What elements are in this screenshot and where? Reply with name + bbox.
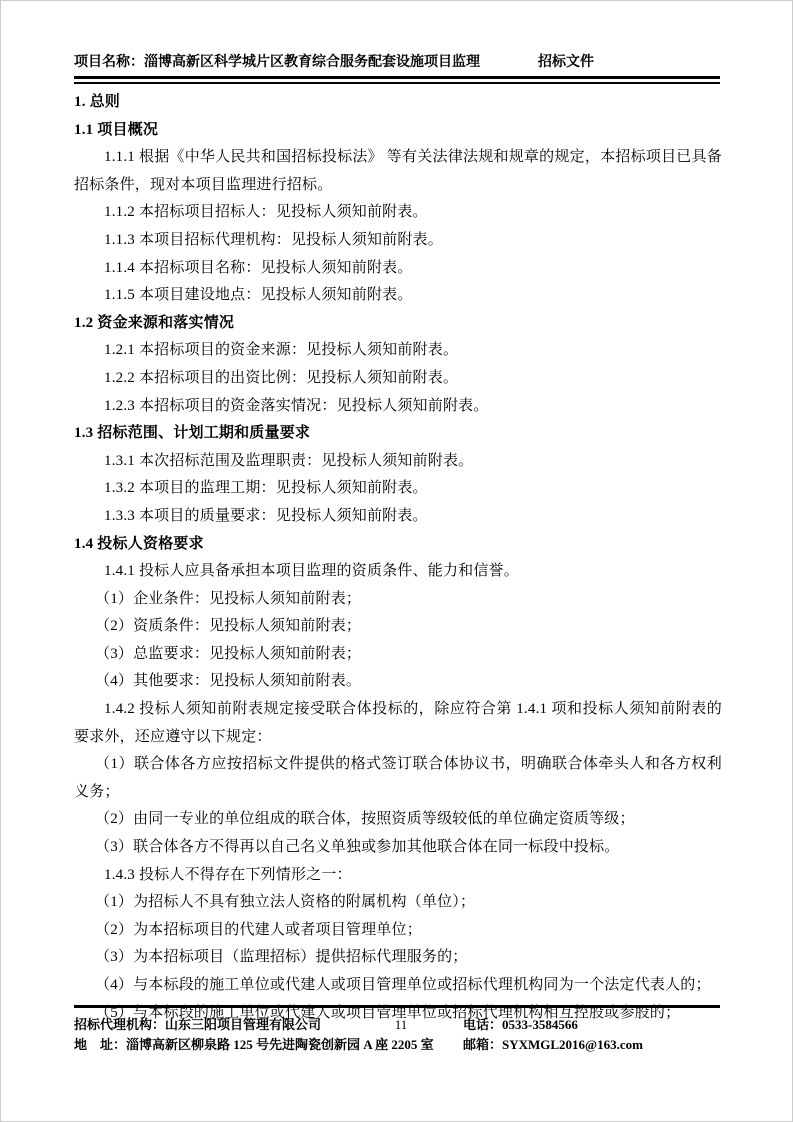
subsection-heading: 1.4 投标人资格要求 [74, 535, 204, 552]
list-item: （3）总监要求：见投标人须知前附表； [95, 645, 362, 662]
list-item: （4）其他要求：见投标人须知前附表。 [95, 673, 362, 690]
paragraph: 1.2.2 本招标项目的出资比例：见投标人须知前附表。 [104, 369, 459, 386]
paragraph: 1.4.2 投标人须知前附表规定接受联合体投标的，除应符合第 1.4.1 项和投标人须知前附表的要求外，还应遵守以下规定： [74, 701, 722, 745]
list-item: （2）资质条件：见投标人须知前附表； [95, 618, 362, 635]
project-name: 淄博高新区科学城片区教育综合服务配套设施项目监理 [144, 55, 480, 70]
header-row [74, 51, 720, 71]
paragraph: 1.3.2 本项目的监理工期：见投标人须知前附表。 [104, 480, 428, 497]
footer-email-line: 邮箱：SYXMGL2016@163.com [463, 1037, 644, 1052]
section-heading: 1. 总则 [74, 94, 121, 110]
footer-agency-line: 招标代理机构：山东三阳项目管理有限公司 [74, 1017, 322, 1032]
paragraph: 1.2.1 本招标项目的资金来源：见投标人须知前附表。 [104, 342, 459, 359]
subsection-heading: 1.1 项目概况 [74, 121, 159, 138]
paragraph: 1.4.1 投标人应具备承担本项目监理的资质条件、能力和信誉。 [104, 563, 519, 580]
paragraph: 1.4.3 投标人不得存在下列情形之一： [104, 866, 352, 883]
footer-agency-block [74, 1015, 434, 1055]
paragraph: 1.1.4 本招标项目名称：见投标人须知前附表。 [104, 259, 413, 276]
paragraph: 1.3.3 本项目的质量要求：见投标人须知前附表。 [104, 507, 428, 524]
project-name-label: 项目名称： [74, 55, 144, 70]
paragraph: 1.1.3 本项目招标代理机构：见投标人须知前附表。 [104, 231, 443, 248]
subsection-heading: 1.3 招标范围、计划工期和质量要求 [74, 425, 311, 442]
paragraph: 1.2.3 本招标项目的资金落实情况：见投标人须知前附表。 [104, 397, 489, 414]
page-number: 11 [394, 1017, 408, 1032]
list-item: （3）联合体各方不得再以自己名义单独或参加其他联合体在同一标段中投标。 [95, 839, 620, 856]
footer-address-line: 地 址：淄博高新区柳泉路 125 号先进陶瓷创新园 A 座 2205 室 [74, 1037, 434, 1052]
footer-contact-block [463, 1015, 643, 1055]
list-item: （5）与本标段的施工单位或代建人或项目管理单位或招标代理机构相互控股或参股的； [95, 1004, 681, 1021]
page-header [74, 51, 720, 84]
paragraph: 1.1.5 本项目建设地点：见投标人须知前附表。 [104, 287, 413, 304]
paragraph: 1.3.1 本次招标范围及监理职责：见投标人须知前附表。 [104, 452, 474, 469]
list-item: （2）为本招标项目的代建人或者项目管理单位； [95, 921, 422, 938]
list-item: （1）企业条件：见投标人须知前附表； [95, 590, 362, 607]
document-body [74, 89, 722, 1027]
list-item: （2）由同一专业的单位组成的联合体，按照资质等级较低的单位确定资质等级； [95, 811, 635, 828]
paragraph: 1.1.2 本招标项目招标人：见投标人须知前附表。 [104, 204, 428, 221]
list-item: （1）联合体各方应按招标文件提供的格式签订联合体协议书，明确联合体牵头人和各方权利义务； [74, 756, 722, 800]
footer-phone-line: 电话：0533-3584566 [463, 1017, 578, 1032]
list-item: （3）为本招标项目（监理招标）提供招标代理服务的； [95, 949, 468, 966]
list-item: （1）为招标人不具有独立法人资格的附属机构（单位）； [95, 894, 476, 911]
subsection-heading: 1.2 资金来源和落实情况 [74, 314, 235, 331]
paragraph: 1.1.1 根据《中华人民共和国招标投标法》 等有关法律法规和规章的规定，本招标项目已具备招标条件，现对本项目监理进行招标。 [74, 149, 722, 193]
header-rule [74, 76, 720, 84]
list-item: （4）与本标段的施工单位或代建人或项目管理单位或招标代理机构同为一个法定代表人的； [95, 977, 711, 993]
document-type-label: 招标文件 [538, 55, 594, 70]
